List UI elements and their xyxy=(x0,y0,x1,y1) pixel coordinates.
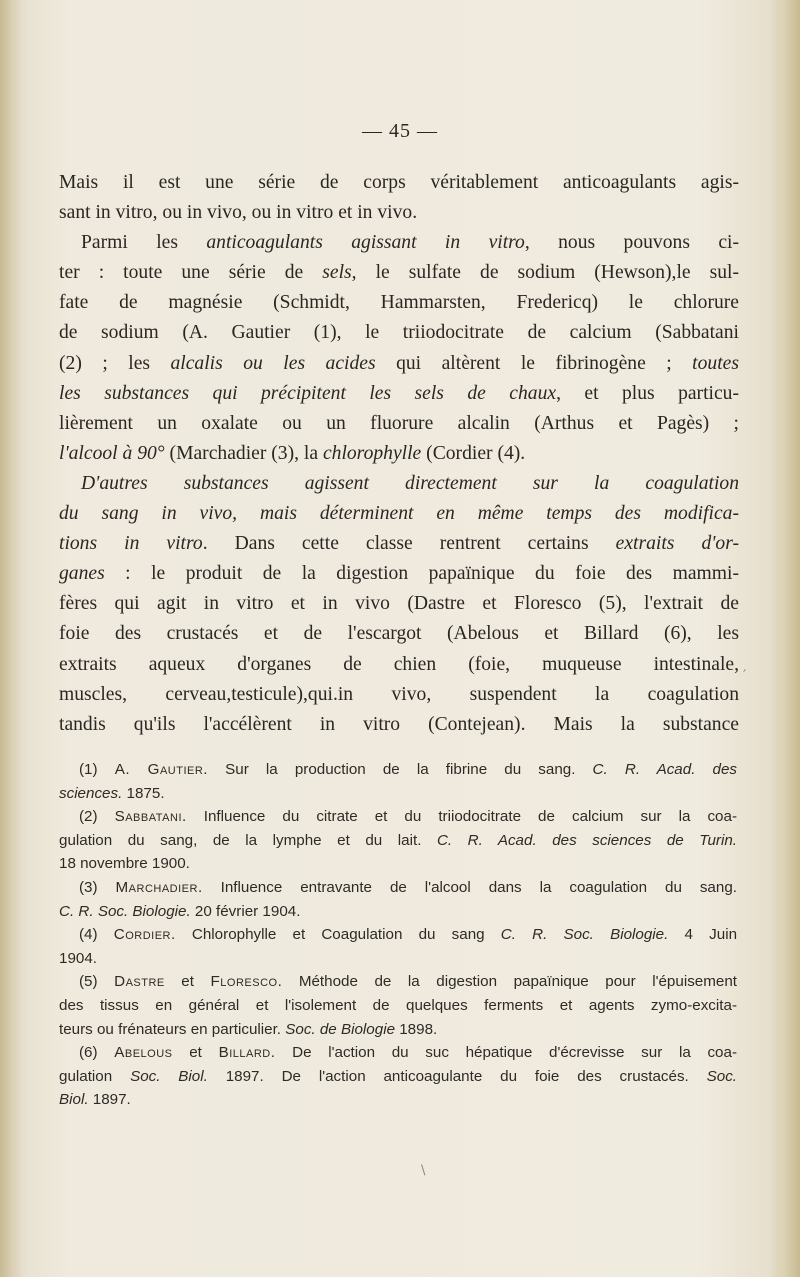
paragraph-3 xyxy=(59,469,739,740)
pencil-mark: \ xyxy=(421,1163,426,1178)
text-line: lièrement un oxalate ou un fluorure alcalin (Arthus et Pagès) ; xyxy=(59,412,739,434)
italic-phrase: l'alcool à 90° xyxy=(59,442,165,464)
footnote-author: Billard. xyxy=(218,1044,276,1062)
italic-phrase: sels xyxy=(322,262,352,284)
footnote-4: (4) Cordier. Chlorophylle et Coagulation du sang C. R. Soc. Biologie. 4 Juin 1904. xyxy=(59,926,738,967)
footnote-author: Cordier. xyxy=(113,926,176,944)
text-line: ganes : le produit de la digestion papaïnique du foie des mammi- xyxy=(59,563,739,585)
text-line: extraits aqueux d'organes de chien (foie, muqueuse intestinale, xyxy=(59,653,739,675)
text-line: les substances qui précipitent les sels de chaux, et plus particu- xyxy=(59,382,739,404)
page-right-edge xyxy=(770,0,800,1277)
italic-phrase: chlorophylle xyxy=(322,442,422,464)
text-line: (2) ; les alcalis ou les acides qui altèrent le fibrinogène ; toutes xyxy=(59,352,739,374)
footnotes xyxy=(59,758,737,1112)
text-line: l'alcool à 90° (Marchadier (3), la chlorophylle (Cordier (4). xyxy=(59,442,526,464)
footnote-author: Abelous xyxy=(114,1044,173,1062)
text-line: Mais il est une série de corps véritablement anticoagulants agis- xyxy=(59,172,739,193)
page-number: — 45 — xyxy=(362,120,438,142)
italic-phrase: tions in vitro xyxy=(59,533,203,555)
text-line: fères qui agit in vitro et in vivo (Dastre et Floresco (5), l'extrait de xyxy=(59,593,739,615)
page-left-edge xyxy=(0,0,22,1277)
italic-phrase: alcalis ou les acides xyxy=(170,352,376,374)
footnote-author: Dastre xyxy=(114,973,165,991)
text-line: muscles, cerveau,testicule),qui.in vivo, suspendent la coagulation xyxy=(59,683,739,705)
paragraph-2 xyxy=(59,228,739,469)
italic-phrase: ganes xyxy=(59,563,105,585)
italic-phrase: extraits d'or- xyxy=(615,533,739,555)
footnote-author: Marchadier. xyxy=(115,878,203,896)
footnote-6: (6) Abelous et Billard. De l'action du suc hépatique d'écrevisse sur la coa- gulation Soc. Biol. 1897. De l'action anticoagulante du foie des crustacés. Soc. Biol. 1897. xyxy=(59,1044,738,1109)
text-line: Parmi les anticoagulants agissant in vitro, nous pouvons ci- xyxy=(81,232,739,254)
footnote-2: (2) Sabbatani. Influence du citrate et du triiodocitrate de calcium sur la coa- gulation du sang, de la lymphe et du lait. C. R. Acad. des sciences de Turin. 18 novembre 1900. xyxy=(59,808,737,873)
paragraph-1 xyxy=(59,168,739,228)
pencil-mark: ′ xyxy=(743,668,747,684)
text-line: tions in vitro. Dans cette classe rentrent certains extraits d'or- xyxy=(59,533,739,555)
text-line: sant in vitro, ou in vivo, ou in vitro et in vivo. xyxy=(59,202,418,224)
footnote-author: A. Gautier. xyxy=(114,761,209,778)
text-line: du sang in vivo, mais déterminent en même temps des modifica- xyxy=(59,503,739,525)
footnote-5: (5) Dastre et Floresco. Méthode de la digestion papaïnique pour l'épuisement des tissus en général et l'isolement de quelques ferments et agents zymo-excita- teurs ou frénateurs en particulier. Soc. de Biologie 1898. xyxy=(59,973,737,1038)
text-line: de sodium (A. Gautier (1), le triiodocitrate de calcium (Sabbatani xyxy=(59,322,739,344)
text-line: D'autres substances agissent directement sur la coagulation xyxy=(81,472,739,494)
text-line: foie des crustacés et de l'escargot (Abelous et Billard (6), les xyxy=(59,623,739,645)
text-line: tandis qu'ils l'accélèrent in vitro (Contejean). Mais la substance xyxy=(59,713,739,735)
footnote-author: Sabbatani. xyxy=(114,808,187,826)
footnote-author: Floresco. xyxy=(210,973,283,991)
text-line: fate de magnésie (Schmidt, Hammarsten, Fredericq) le chlorure xyxy=(59,292,739,314)
footnote-1: (1) A. Gautier. Sur la production de la fibrine du sang. C. R. Acad. des sciences. 1875. xyxy=(59,761,738,802)
italic-phrase: les substances qui précipitent les sels de chaux xyxy=(59,382,557,404)
text-line: ter : toute une série de sels, le sulfate de sodium (Hewson),le sul- xyxy=(59,262,740,284)
italic-phrase: anticoagulants agissant in vitro xyxy=(206,232,525,254)
footnote-3: (3) Marchadier. Influence entravante de l'alcool dans la coagulation du sang. C. R. Soc. Biologie. 20 février 1904. xyxy=(59,878,737,920)
italic-phrase: toutes xyxy=(692,352,739,374)
main-text xyxy=(59,168,739,740)
